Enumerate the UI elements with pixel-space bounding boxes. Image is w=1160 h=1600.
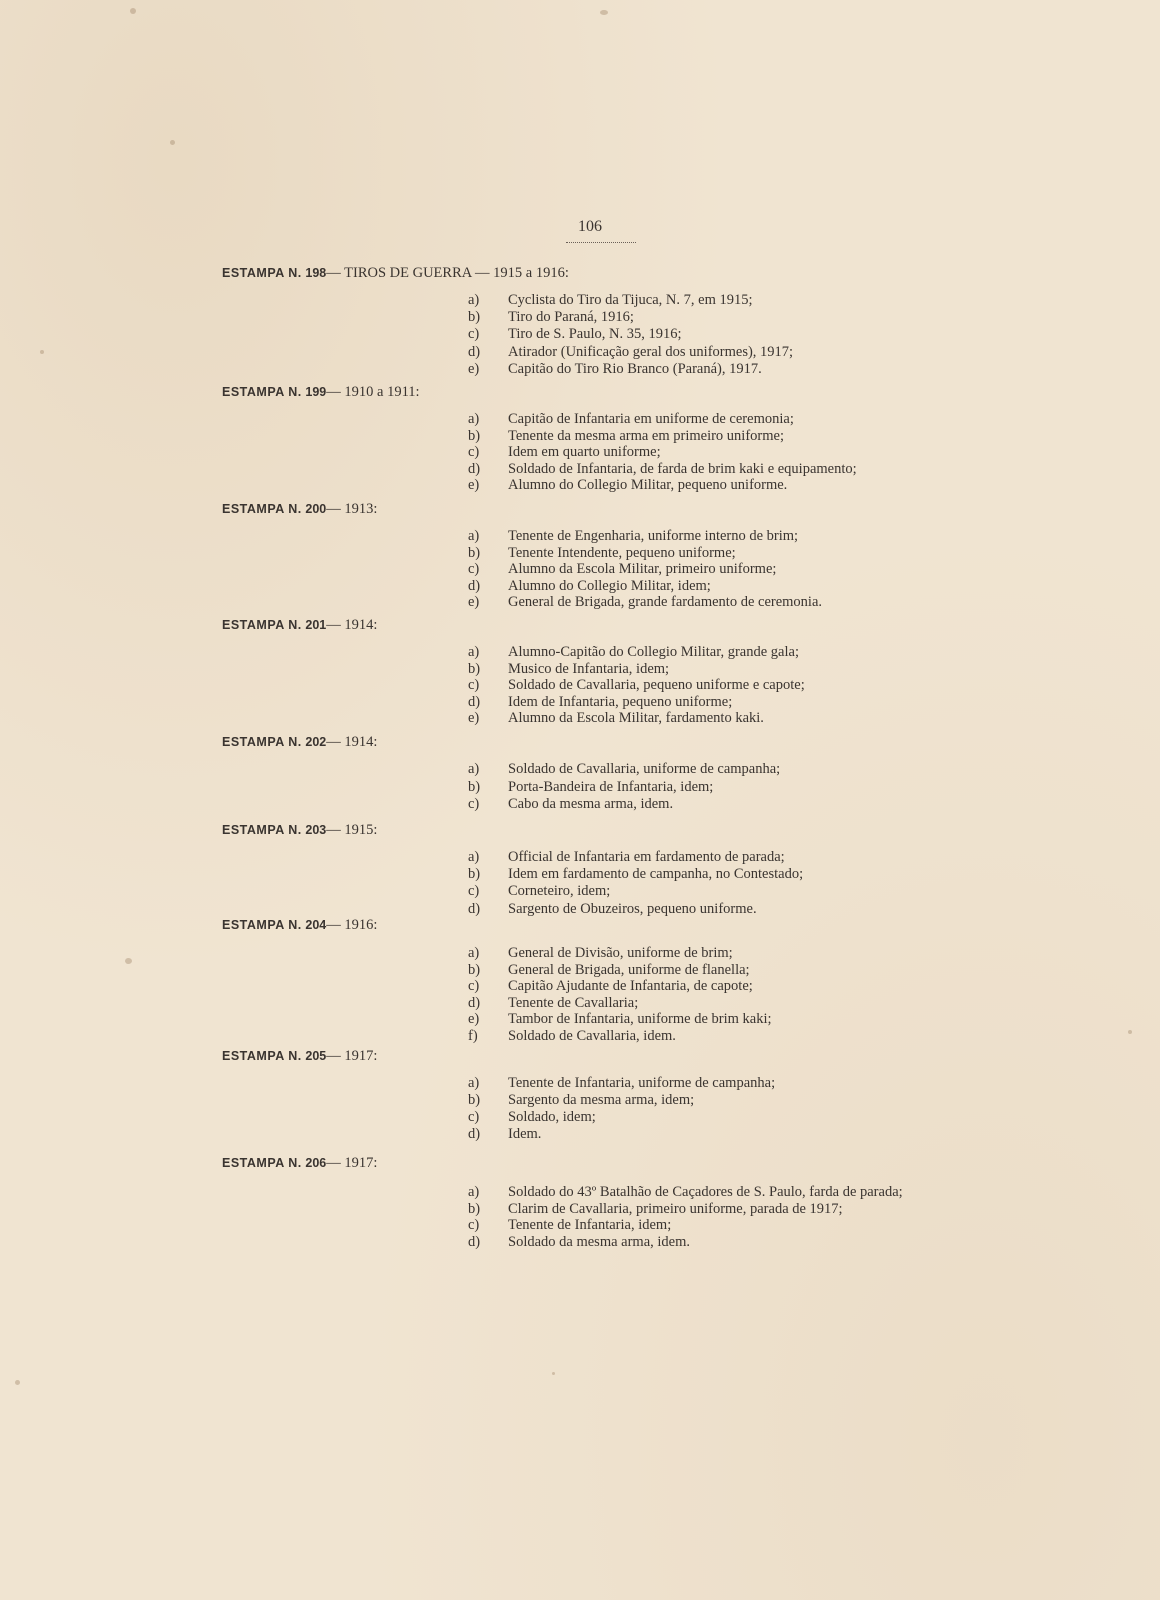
item-text: General de Brigada, uniforme de flanella; [508,961,750,978]
item-letter: b) [468,660,481,677]
plate-item [468,1010,772,1028]
item-text: Tiro de S. Paulo, N. 35, 1916; [508,326,682,343]
item-letter: b) [468,309,481,326]
item-text: Corneteiro, idem; [508,883,611,900]
plate-item [468,944,733,962]
item-letter: c) [468,883,480,900]
plate-subtitle: — 1915: [326,822,378,838]
plate-heading [222,734,377,751]
plate-item [468,660,669,678]
item-letter: c) [468,561,480,578]
plate-heading [222,1155,377,1172]
item-letter: a) [468,849,480,865]
item-text: Clarim de Cavallaria, primeiro uniforme, parada de 1917; [508,1200,843,1217]
plate-item [468,1233,690,1251]
item-letter: a) [468,945,480,961]
item-letter: d) [468,994,481,1011]
item-text: Soldado de Infantaria, de farda de brim kaki e equipamento; [508,460,857,477]
plate-item [468,709,764,727]
item-text: Idem. [508,1126,542,1142]
item-letter: c) [468,1217,480,1234]
item-letter: a) [468,411,480,427]
item-letter: e) [468,360,480,377]
plate-subtitle: — TIROS DE GUERRA — 1915 a 1916: [326,265,569,281]
item-text: Sargento da mesma arma, idem; [508,1092,695,1108]
item-text: Soldado de Cavallaria, pequeno uniforme e capote; [508,677,805,694]
plate-heading [222,917,377,934]
plate-item [468,882,610,900]
item-text: Tenente de Infantaria, uniforme de campanha; [508,1075,776,1091]
plate-label: ESTAMPA N. [222,1049,302,1063]
item-letter: e) [468,594,480,611]
item-letter: b) [468,1200,481,1217]
item-text: Soldado de Cavallaria, idem. [508,1028,676,1044]
plate-item [468,778,713,796]
plate-label: ESTAMPA N. [222,618,302,632]
plate-item [468,994,638,1012]
item-letter: a) [468,1184,480,1200]
item-letter: c) [468,796,480,812]
item-text: Idem em quarto uniforme; [508,444,661,461]
plate-number: 202 [305,735,327,749]
item-letter: a) [468,292,480,308]
plate-heading [222,822,377,839]
item-text: Tiro do Paraná, 1916; [508,309,634,326]
paper-speck [170,140,175,145]
item-text: Alumno da Escola Militar, primeiro uniforme; [508,561,777,578]
plate-subtitle: — 1913: [326,501,378,517]
page-number: 106 [578,218,602,235]
item-letter: c) [468,677,480,694]
item-text: Soldado do 43º Batalhão de Caçadores de S. Paulo, farda de parada; [508,1184,903,1200]
item-text: Porta-Bandeira de Infantaria, idem; [508,778,714,795]
plate-subtitle: — 1917: [326,1155,378,1171]
item-text: Tenente Intendente, pequeno uniforme; [508,544,736,561]
item-letter: e) [468,477,480,494]
paper-speck [552,1372,555,1375]
plate-item [468,593,822,611]
paper-speck [130,8,136,14]
plate-item [468,560,776,578]
item-letter: b) [468,1092,481,1108]
plate-item [468,343,793,361]
item-text: Atirador (Unificação geral dos uniformes), 1917; [508,343,794,360]
plate-subtitle: — 1914: [326,734,378,750]
item-text: Tenente de Cavallaria; [508,994,639,1011]
plate-item [468,1027,676,1045]
plate-item [468,760,780,778]
paper-speck [125,958,132,964]
item-letter: f) [468,1028,478,1044]
item-letter: d) [468,900,481,917]
plate-subtitle: — 1914: [326,617,378,633]
item-letter: c) [468,444,480,461]
plate-item [468,308,634,326]
plate-item [468,848,785,866]
plate-number: 205 [305,1049,327,1063]
item-letter: a) [468,644,480,660]
plate-item [468,427,784,445]
plate-heading [222,617,377,634]
item-text: Idem em fardamento de campanha, no Contestado; [508,866,804,883]
plate-item [468,360,762,378]
item-text: General de Divisão, uniforme de brim; [508,945,733,961]
plate-number: 203 [305,823,327,837]
page-number-underline [566,239,636,243]
plate-label: ESTAMPA N. [222,918,302,932]
item-letter: d) [468,1126,481,1142]
plate-label: ESTAMPA N. [222,266,302,280]
plate-number: 201 [305,618,327,632]
plate-item [468,1200,843,1218]
item-letter: d) [468,577,481,594]
plate-item [468,865,803,883]
item-letter: b) [468,427,481,444]
plate-number: 204 [305,918,327,932]
plate-number: 199 [305,385,327,399]
item-text: Capitão de Infantaria em uniforme de ceremonia; [508,411,794,427]
plate-number: 200 [305,502,327,516]
plate-item [468,1074,775,1092]
item-letter: d) [468,343,481,360]
item-letter: a) [468,1075,480,1091]
plate-item [468,1091,694,1109]
item-letter: e) [468,710,480,727]
plate-item [468,1108,596,1126]
item-text: Soldado de Cavallaria, uniforme de campanha; [508,761,781,777]
plate-item [468,961,750,979]
plate-item [468,544,736,562]
item-letter: d) [468,693,481,710]
item-letter: e) [468,1011,480,1028]
plate-subtitle: — 1910 a 1911: [326,384,420,400]
item-text: Cabo da mesma arma, idem. [508,796,674,812]
item-text: Alumno da Escola Militar, fardamento kaki. [508,710,764,727]
plate-label: ESTAMPA N. [222,1156,302,1170]
plate-item [468,676,805,694]
item-text: Capitão Ajudante de Infantaria, de capote; [508,978,753,995]
plate-item [468,643,799,661]
item-letter: a) [468,761,480,777]
item-text: Alumno do Collegio Militar, idem; [508,577,711,594]
item-text: Cyclista do Tiro da Tijuca, N. 7, em 1915; [508,292,753,308]
plate-label: ESTAMPA N. [222,385,302,399]
item-text: Sargento de Obuzeiros, pequeno uniforme. [508,900,757,917]
plate-label: ESTAMPA N. [222,735,302,749]
paper-speck [15,1380,20,1385]
item-letter: a) [468,528,480,544]
plate-label: ESTAMPA N. [222,823,302,837]
plate-subtitle: — 1917: [326,1048,378,1064]
item-letter: b) [468,961,481,978]
plate-item [468,577,711,595]
plate-item [468,460,857,478]
plate-item [468,476,787,494]
plate-label: ESTAMPA N. [222,502,302,516]
item-text: Soldado da mesma arma, idem. [508,1233,691,1250]
plate-item [468,693,732,711]
paper-speck [600,10,608,15]
plate-item [468,325,681,343]
plate-item [468,291,753,309]
item-letter: b) [468,866,481,883]
plate-subtitle: — 1916: [326,917,378,933]
item-letter: d) [468,1233,481,1250]
item-text: Tambor de Infantaria, uniforme de brim kaki; [508,1011,772,1028]
item-text: Tenente de Engenharia, uniforme interno de brim; [508,528,799,544]
item-letter: d) [468,460,481,477]
plate-item [468,527,798,545]
item-text: General de Brigada, grande fardamento de ceremonia. [508,594,823,611]
item-text: Capitão do Tiro Rio Branco (Paraná), 1917. [508,360,762,377]
item-letter: b) [468,778,481,795]
plate-item [468,795,673,813]
plate-item [468,443,661,461]
item-letter: c) [468,978,480,995]
plate-number: 198 [305,266,327,280]
plate-item [468,1125,541,1143]
item-text: Alumno-Capitão do Collegio Militar, grande gala; [508,644,799,660]
plate-item [468,977,753,995]
item-text: Musico de Infantaria, idem; [508,660,670,677]
plate-item [468,410,794,428]
item-letter: c) [468,326,480,343]
item-text: Tenente de Infantaria, idem; [508,1217,672,1234]
item-letter: c) [468,1109,480,1125]
item-text: Idem de Infantaria, pequeno uniforme; [508,693,733,710]
plate-heading [222,384,420,401]
paper-speck [1128,1030,1132,1034]
plate-heading [222,1048,377,1065]
item-letter: b) [468,544,481,561]
plate-heading [222,265,569,282]
plate-item [468,1216,671,1234]
plate-item [468,1183,903,1201]
item-text: Official de Infantaria em fardamento de parada; [508,849,785,865]
item-text: Soldado, idem; [508,1109,596,1125]
item-text: Alumno do Collegio Militar, pequeno uniforme. [508,477,788,494]
plate-number: 206 [305,1156,327,1170]
paper-speck [40,350,44,354]
item-text: Tenente da mesma arma em primeiro uniforme; [508,427,784,444]
plate-item [468,900,757,918]
plate-heading [222,501,377,518]
